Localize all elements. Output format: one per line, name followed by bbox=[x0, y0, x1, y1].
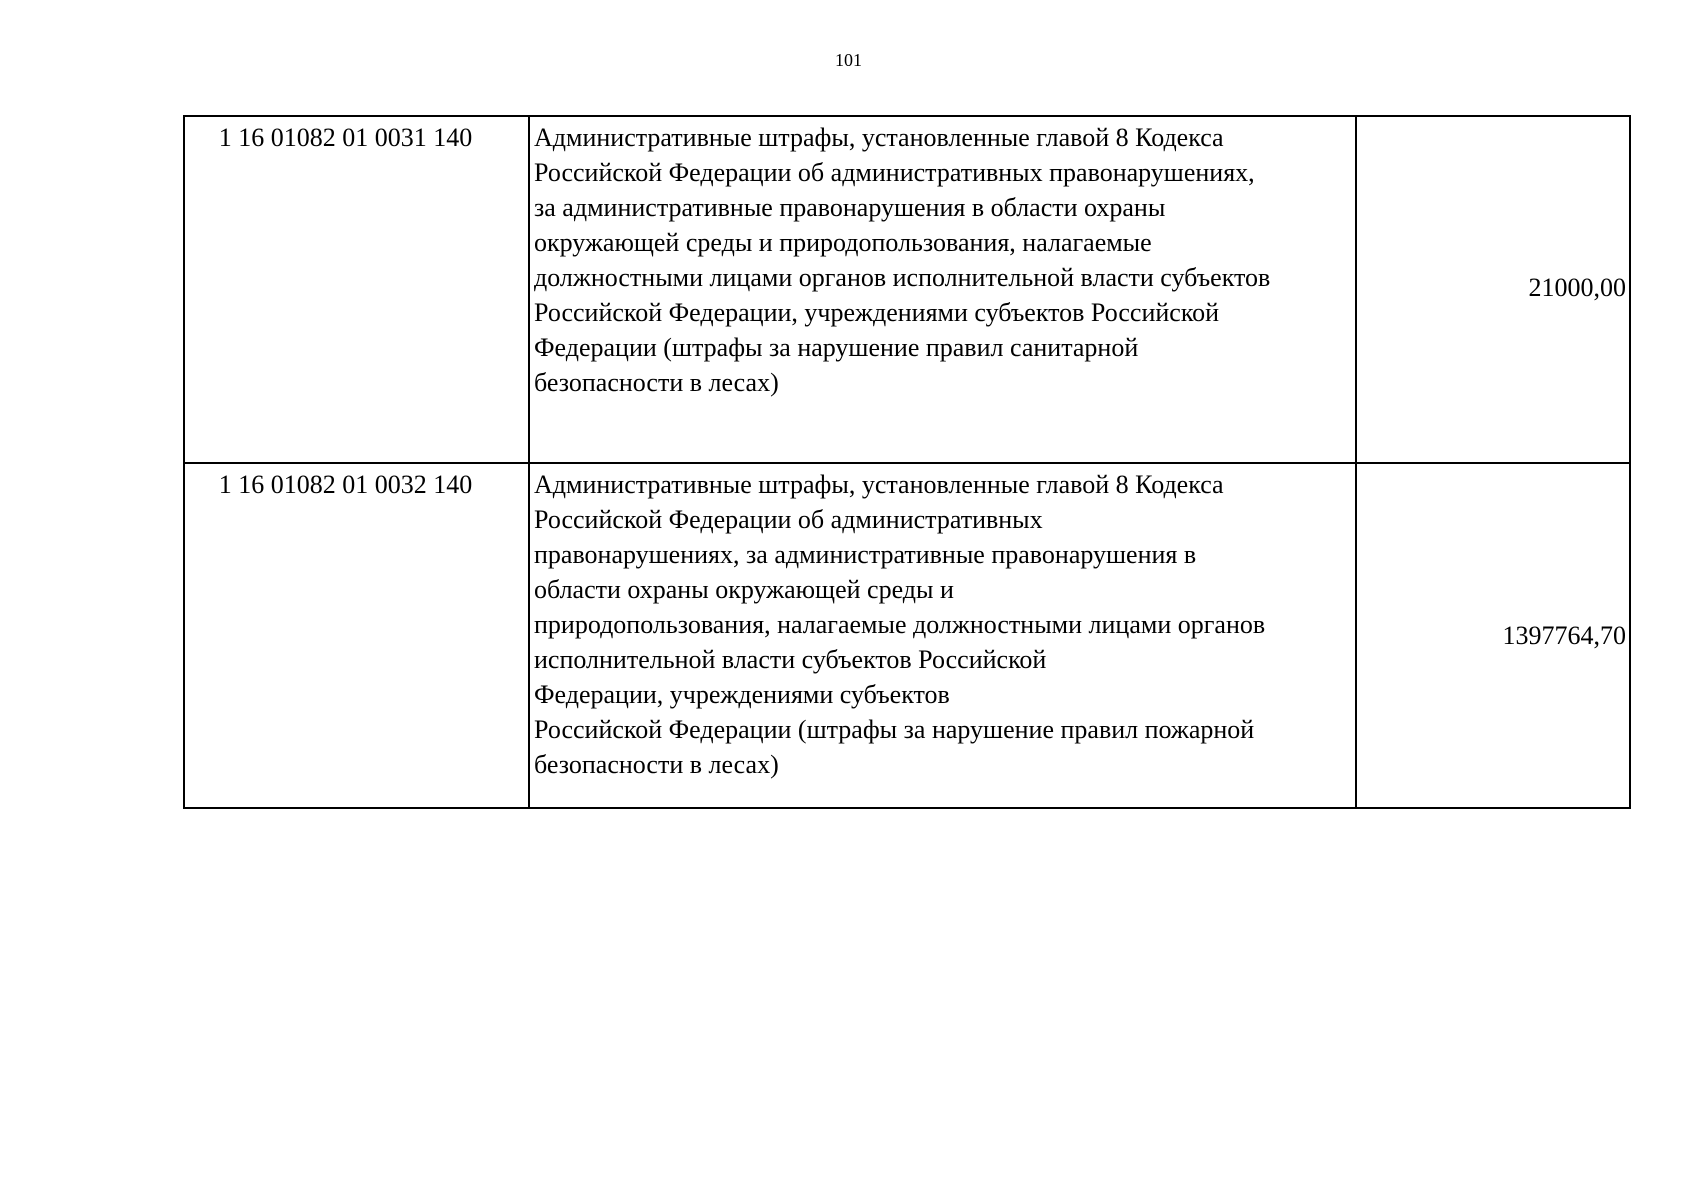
description-line: безопасности в лесах) bbox=[534, 750, 779, 779]
description-line: области охраны окружающей среды и bbox=[534, 575, 954, 604]
description-line: Российской Федерации, учреждениями субъектов Российской bbox=[534, 298, 1220, 327]
description-cell bbox=[529, 463, 1356, 808]
description-line: Российской Федерации об административных bbox=[534, 505, 1043, 534]
description-line: Российской Федерации об административных правонарушениях, bbox=[534, 158, 1255, 187]
description-line: Административные штрафы, установленные главой 8 Кодекса bbox=[534, 470, 1224, 499]
description-line: окружающей среды и природопользования, налагаемые bbox=[534, 228, 1152, 257]
description-line: должностными лицами органов исполнительной власти субъектов bbox=[534, 263, 1271, 292]
description-line: Российской Федерации (штрафы за нарушение правил пожарной bbox=[534, 715, 1255, 744]
description-cell bbox=[529, 116, 1356, 463]
description-line: безопасности в лесах) bbox=[534, 368, 779, 397]
budget-code-cell: 1 16 01082 01 0031 140 bbox=[184, 116, 529, 463]
description-line: природопользования, налагаемые должностными лицами органов bbox=[534, 610, 1266, 639]
description-line: Федерации, учреждениями субъектов bbox=[534, 680, 950, 709]
description-line: Федерации (штрафы за нарушение правил санитарной bbox=[534, 333, 1139, 362]
budget-code-cell: 1 16 01082 01 0032 140 bbox=[184, 463, 529, 808]
amount-cell: 21000,00 bbox=[1356, 116, 1630, 463]
description-line: Административные штрафы, установленные главой 8 Кодекса bbox=[534, 123, 1224, 152]
description-line: за административные правонарушения в области охраны bbox=[534, 193, 1166, 222]
amount-cell: 1397764,70 bbox=[1356, 463, 1630, 808]
description-line: правонарушениях, за административные правонарушения в bbox=[534, 540, 1197, 569]
table-row bbox=[184, 116, 1630, 463]
table-row bbox=[184, 463, 1630, 808]
page-number: 101 bbox=[835, 50, 862, 70]
budget-table bbox=[183, 115, 1631, 809]
description-line: исполнительной власти субъектов Российской bbox=[534, 645, 1047, 674]
